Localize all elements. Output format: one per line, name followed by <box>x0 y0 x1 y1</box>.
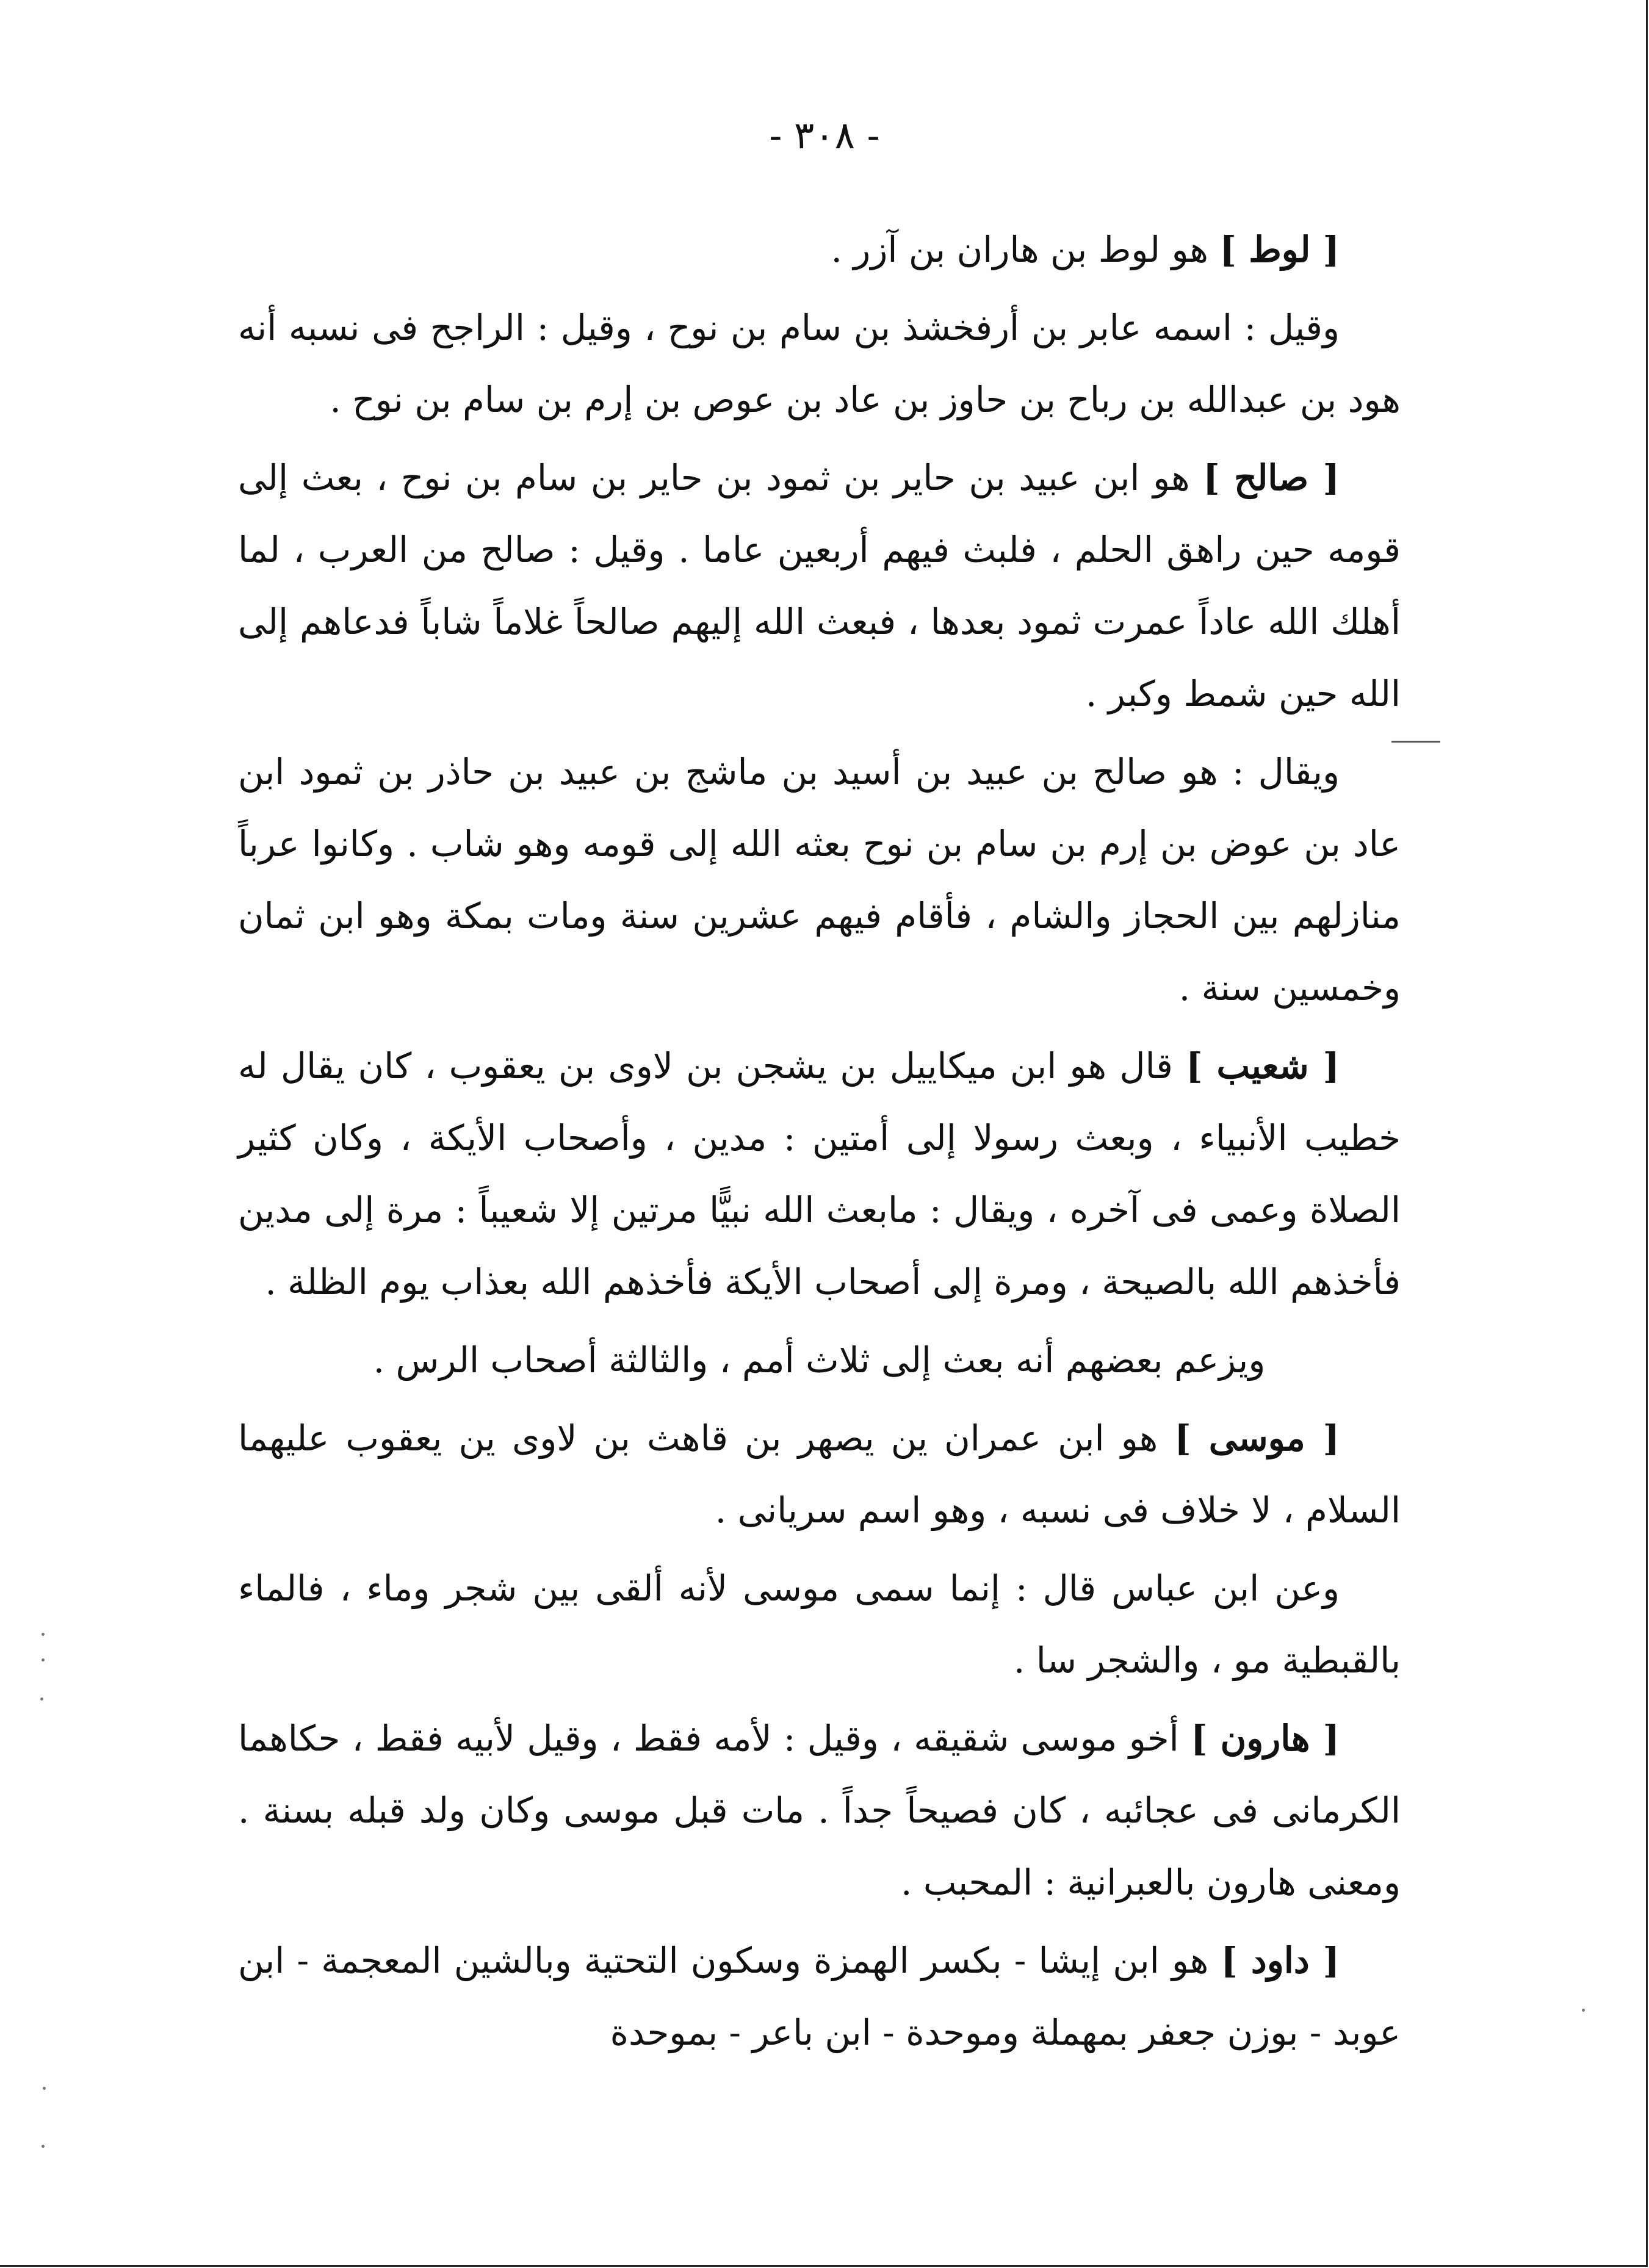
paragraph-dawud <box>238 1924 1401 2068</box>
paragraph-text: هو ابن عبيد بن حاير بن ثمود بن حاير بن سام بن نوح ، بعث إلى قومه حين راهق الحلم ، فلبث فيهم أربعين عاما . وقيل : صالح من العرب ، لما أهلك الله عاداً عمرت ثمود بعدها ، فبعث الله إليهم صالحاً غلاماً شاباً فدعاهم إلى الله حين شمط وكبر . <box>238 457 1401 715</box>
entry-name-musa: [ موسى ] <box>1174 1417 1340 1459</box>
entry-name-salih: [ صالح ] <box>1203 457 1340 499</box>
paragraph-text: وعن ابن عباس قال : إنما سمى موسى لأنه ألقى بين شجر وماء ، فالماء بالقبطية مو ، والشجر سا . <box>238 1568 1401 1681</box>
paragraph-musa-name <box>238 1552 1401 1696</box>
paragraph-text: أخو موسى شقيقه ، وقيل : لأمه فقط ، وقيل لأبيه فقط ، حكاهما الكرمانى فى عجائبه ، كان فصيحاً جداً . مات قبل موسى وكان ولد قبله بسنة . ومعنى هارون بالعبرانية : المحبب . <box>238 1718 1401 1903</box>
entry-name-lut: [ لوط ] <box>1219 229 1340 270</box>
entry-name-shuayb: [ شعيب ] <box>1186 1045 1340 1087</box>
paragraph-salih <box>238 442 1401 730</box>
scan-speck <box>41 1658 45 1661</box>
entry-name-harun: [ هارون ] <box>1191 1718 1340 1759</box>
body-text <box>238 214 1401 2075</box>
paragraph-text: هو ابن عمران ين يصهر بن قاهث بن لاوى ين يعقوب عليهما السلام ، لا خلاف فى نسبه ، وهو اسم سريانى . <box>238 1417 1401 1531</box>
scan-speck <box>43 2087 46 2090</box>
paragraph-lut <box>238 214 1401 286</box>
scan-speck <box>41 1633 45 1636</box>
paragraph-text: هو ابن إيشا - بكسر الهمزة وسكون التحتية وبالشين المعجمة - ابن عوبد - بوزن جعفر بمهملة وموحدة - ابن باعر - بموحدة <box>238 1940 1401 2053</box>
paragraph-text: وقيل : اسمه عابر بن أرفخشذ بن سام بن نوح ، وقيل : الراجح فى نسبه أنه هود بن عبدالله بن رباح بن حاوز بن عاد بن عوص بن إرم بن سام بن نوح . <box>238 307 1401 420</box>
paragraph-harun <box>238 1702 1401 1918</box>
paragraph-text: هو لوط بن هاران بن آزر . <box>831 229 1220 270</box>
paragraph-shuayb-nations <box>238 1324 1401 1396</box>
paragraph-text: ويزعم بعضهم أنه بعث إلى ثلاث أمم ، والثالثة أصحاب الرس . <box>373 1339 1266 1381</box>
paragraph-hud <box>238 292 1401 436</box>
scan-speck <box>41 2145 45 2148</box>
paragraph-musa <box>238 1402 1401 1546</box>
entry-name-dawud: [ داود ] <box>1221 1940 1340 1981</box>
scan-speck <box>1582 2009 1585 2012</box>
paragraph-salih-lineage <box>238 736 1401 1024</box>
paragraph-text: قال هو ابن ميكاييل بن يشجن بن لاوى بن يعقوب ، كان يقال له خطيب الأنبياء ، وبعث رسولا إلى أمتين : مدين ، وأصحاب الأيكة ، وكان كثير الصلاة وعمى فى آخره ، ويقال : مابعث الله نبيًّا مرتين إلا شعيباً : مرة إلى مدين فأخذهم الله بالصيحة ، ومرة إلى أصحاب الأيكة فأخذهم الله بعذاب يوم الظلة . <box>238 1045 1401 1303</box>
scan-speck <box>40 1697 43 1701</box>
paragraph-text: ويقال : هو صالح بن عبيد بن أسيد بن ماشج بن عبيد بن حاذر بن ثمود ابن عاد بن عوض بن إرم بن سام بن نوح بعثه الله إلى قومه وهو شاب . وكانوا عرباً منازلهم بين الحجاز والشام ، فأقام فيهم عشرين سنة ومات بمكة وهو ابن ثمان وخمسين سنة . <box>238 751 1401 1009</box>
paragraph-shuayb <box>238 1030 1401 1318</box>
page-number: - ٣٠٨ - <box>769 113 880 157</box>
